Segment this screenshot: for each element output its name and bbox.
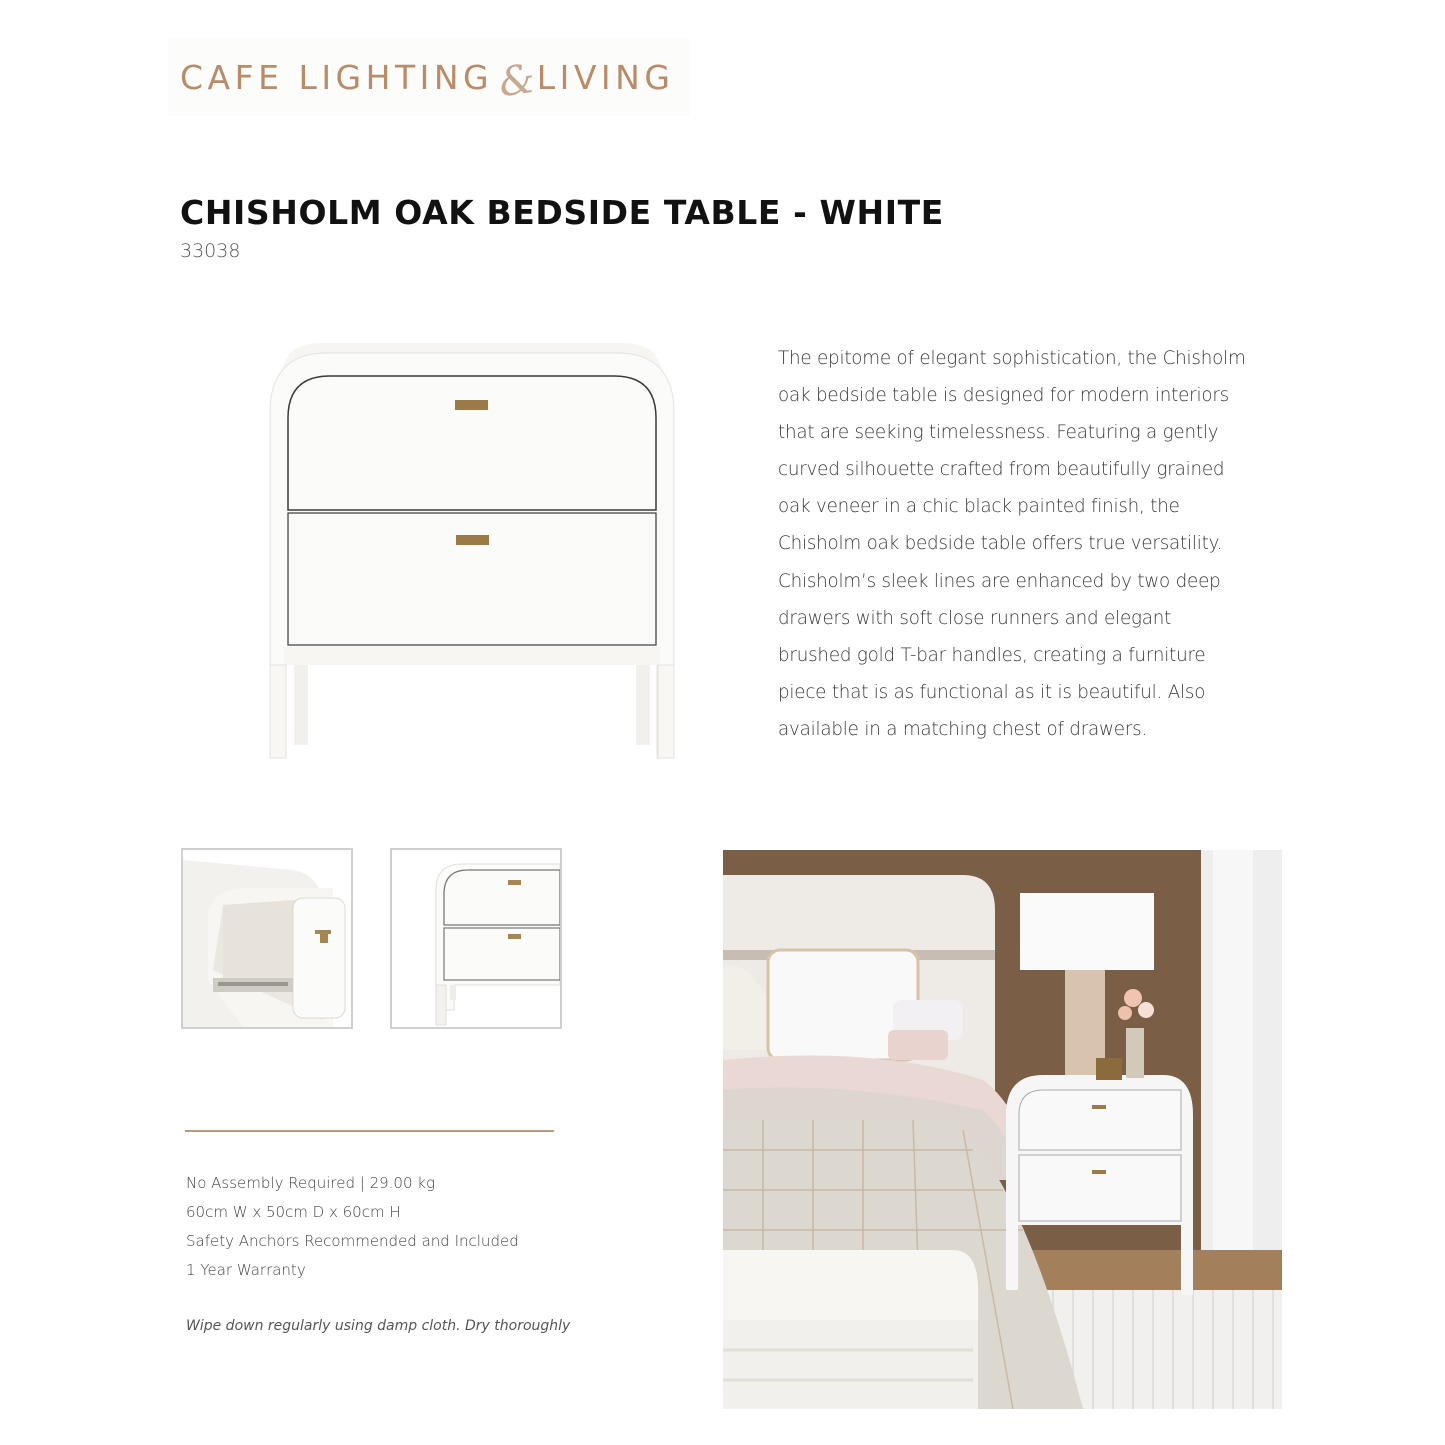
product-title: CHISHOLM OAK BEDSIDE TABLE - WHITE <box>180 193 944 232</box>
bottom-drawer-handle <box>456 535 489 545</box>
logo-ampersand: & <box>496 55 538 107</box>
brand-logo <box>168 38 690 116</box>
thumbnail-drawer-corner[interactable] <box>390 848 562 1029</box>
lifestyle-bedroom-image <box>723 850 1282 1409</box>
product-description: The epitome of elegant sophistication, the Chisholm oak bedside table is designed for modern interiors that are seeking timelessness. Featuring a gently curved silhouette crafted from beautifully grained oak veneer in a chic black painted finish, the Chisholm oak bedside table offers true versatility. Chisholm’s sleek lines are enhanced by two deep drawers with soft close runners and elegant brushed gold T-bar handles, creating a furniture piece that is as functional as it is beautiful. Also available in a matching chest of drawers. <box>778 348 1246 740</box>
logo-text-right: LIVING <box>536 57 675 97</box>
main-product-image <box>262 338 682 763</box>
spec-safety-anchors: Safety Anchors Recommended and Included <box>186 1232 519 1250</box>
product-specs <box>186 1169 519 1285</box>
thumbnail-open-drawer[interactable] <box>181 848 353 1029</box>
section-divider <box>185 1130 554 1132</box>
spec-dimensions: 60cm W x 50cm D x 60cm H <box>186 1203 401 1221</box>
logo-text-left: CAFE LIGHTING <box>180 57 494 97</box>
top-drawer-handle <box>455 400 488 410</box>
product-sku: 33038 <box>180 240 241 262</box>
bedside-table-illustration <box>262 338 682 763</box>
spec-assembly-weight: No Assembly Required | 29.00 kg <box>186 1174 435 1192</box>
spec-warranty: 1 Year Warranty <box>186 1261 306 1279</box>
care-instructions: Wipe down regularly using damp cloth. Dry thoroughly <box>186 1318 571 1334</box>
